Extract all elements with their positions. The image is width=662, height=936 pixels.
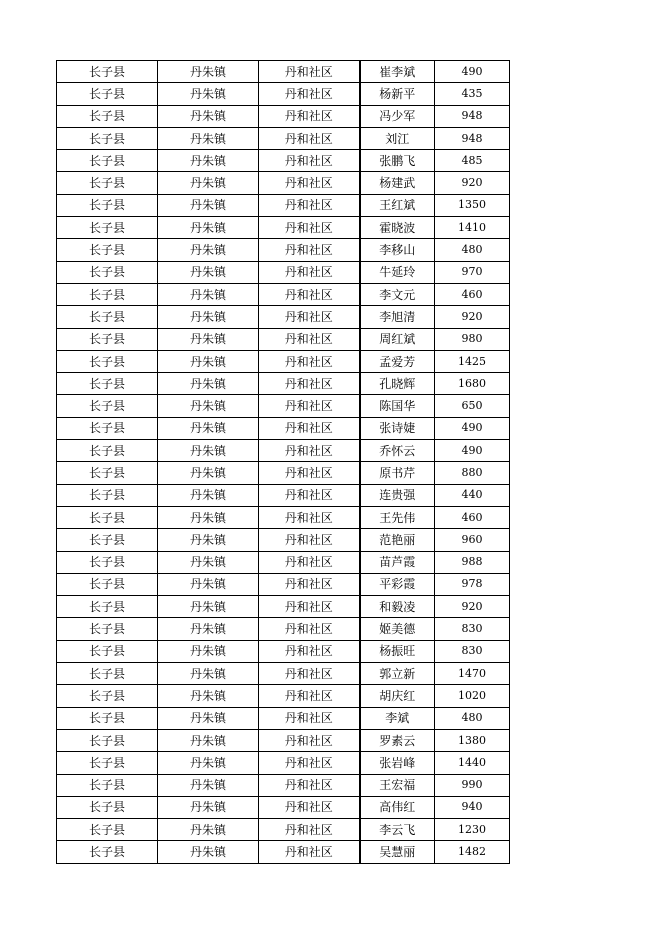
amount-cell: 830	[435, 640, 510, 662]
name-cell: 范艳丽	[360, 529, 435, 551]
town-cell: 丹朱镇	[158, 774, 259, 796]
amount-cell: 970	[435, 261, 510, 283]
community-cell: 丹和社区	[259, 194, 360, 216]
county-cell: 长子县	[57, 573, 158, 595]
community-cell: 丹和社区	[259, 796, 360, 818]
town-cell: 丹朱镇	[158, 440, 259, 462]
county-cell: 长子县	[57, 551, 158, 573]
name-cell: 周红斌	[360, 328, 435, 350]
county-cell: 长子县	[57, 127, 158, 149]
county-cell: 长子县	[57, 172, 158, 194]
county-cell: 长子县	[57, 663, 158, 685]
community-cell: 丹和社区	[259, 261, 360, 283]
name-cell: 乔怀云	[360, 440, 435, 462]
town-cell: 丹朱镇	[158, 506, 259, 528]
name-cell: 罗素云	[360, 729, 435, 751]
name-cell: 杨新平	[360, 83, 435, 105]
amount-cell: 1680	[435, 373, 510, 395]
county-cell: 长子县	[57, 462, 158, 484]
county-cell: 长子县	[57, 796, 158, 818]
amount-cell: 490	[435, 61, 510, 83]
name-cell: 原书芹	[360, 462, 435, 484]
community-cell: 丹和社区	[259, 596, 360, 618]
name-cell: 冯少军	[360, 105, 435, 127]
county-cell: 长子县	[57, 417, 158, 439]
community-cell: 丹和社区	[259, 150, 360, 172]
community-cell: 丹和社区	[259, 506, 360, 528]
name-cell: 郭立新	[360, 663, 435, 685]
county-cell: 长子县	[57, 707, 158, 729]
table-row	[57, 417, 510, 439]
table-row	[57, 729, 510, 751]
town-cell: 丹朱镇	[158, 350, 259, 372]
town-cell: 丹朱镇	[158, 395, 259, 417]
name-cell: 霍晓波	[360, 217, 435, 239]
community-cell: 丹和社区	[259, 707, 360, 729]
community-cell: 丹和社区	[259, 306, 360, 328]
amount-cell: 650	[435, 395, 510, 417]
table-row	[57, 506, 510, 528]
community-cell: 丹和社区	[259, 752, 360, 774]
town-cell: 丹朱镇	[158, 640, 259, 662]
name-cell: 孔晓辉	[360, 373, 435, 395]
town-cell: 丹朱镇	[158, 707, 259, 729]
county-cell: 长子县	[57, 105, 158, 127]
town-cell: 丹朱镇	[158, 328, 259, 350]
town-cell: 丹朱镇	[158, 462, 259, 484]
county-cell: 长子县	[57, 640, 158, 662]
community-cell: 丹和社区	[259, 105, 360, 127]
county-cell: 长子县	[57, 395, 158, 417]
community-cell: 丹和社区	[259, 350, 360, 372]
town-cell: 丹朱镇	[158, 127, 259, 149]
table-row	[57, 328, 510, 350]
community-cell: 丹和社区	[259, 819, 360, 841]
community-cell: 丹和社区	[259, 239, 360, 261]
town-cell: 丹朱镇	[158, 819, 259, 841]
table-row	[57, 105, 510, 127]
amount-cell: 1470	[435, 663, 510, 685]
community-cell: 丹和社区	[259, 328, 360, 350]
name-cell: 崔李斌	[360, 61, 435, 83]
name-cell: 王宏福	[360, 774, 435, 796]
amount-cell: 960	[435, 529, 510, 551]
name-cell: 李云飞	[360, 819, 435, 841]
table-row	[57, 373, 510, 395]
amount-cell: 480	[435, 239, 510, 261]
name-cell: 杨振旺	[360, 640, 435, 662]
table-body	[57, 61, 510, 864]
table-row	[57, 283, 510, 305]
table-row	[57, 83, 510, 105]
county-cell: 长子县	[57, 239, 158, 261]
town-cell: 丹朱镇	[158, 618, 259, 640]
town-cell: 丹朱镇	[158, 172, 259, 194]
amount-cell: 490	[435, 440, 510, 462]
name-cell: 张鹏飞	[360, 150, 435, 172]
name-cell: 陈国华	[360, 395, 435, 417]
name-cell: 李移山	[360, 239, 435, 261]
amount-cell: 920	[435, 172, 510, 194]
name-cell: 李文元	[360, 283, 435, 305]
town-cell: 丹朱镇	[158, 551, 259, 573]
town-cell: 丹朱镇	[158, 373, 259, 395]
community-cell: 丹和社区	[259, 217, 360, 239]
community-cell: 丹和社区	[259, 841, 360, 863]
county-cell: 长子县	[57, 685, 158, 707]
table-row	[57, 752, 510, 774]
table-row	[57, 841, 510, 863]
amount-cell: 1440	[435, 752, 510, 774]
town-cell: 丹朱镇	[158, 283, 259, 305]
amount-cell: 920	[435, 596, 510, 618]
town-cell: 丹朱镇	[158, 841, 259, 863]
county-cell: 长子县	[57, 484, 158, 506]
community-cell: 丹和社区	[259, 573, 360, 595]
county-cell: 长子县	[57, 752, 158, 774]
name-cell: 连贵强	[360, 484, 435, 506]
name-cell: 和毅凌	[360, 596, 435, 618]
name-cell: 李旭清	[360, 306, 435, 328]
amount-cell: 460	[435, 506, 510, 528]
community-cell: 丹和社区	[259, 640, 360, 662]
amount-cell: 990	[435, 774, 510, 796]
amount-cell: 440	[435, 484, 510, 506]
community-cell: 丹和社区	[259, 127, 360, 149]
amount-cell: 988	[435, 551, 510, 573]
table-row	[57, 440, 510, 462]
town-cell: 丹朱镇	[158, 752, 259, 774]
town-cell: 丹朱镇	[158, 573, 259, 595]
town-cell: 丹朱镇	[158, 217, 259, 239]
county-cell: 长子县	[57, 350, 158, 372]
table-row	[57, 596, 510, 618]
county-cell: 长子县	[57, 596, 158, 618]
community-cell: 丹和社区	[259, 663, 360, 685]
amount-cell: 920	[435, 306, 510, 328]
county-cell: 长子县	[57, 306, 158, 328]
town-cell: 丹朱镇	[158, 105, 259, 127]
amount-cell: 1230	[435, 819, 510, 841]
name-cell: 平彩霞	[360, 573, 435, 595]
community-cell: 丹和社区	[259, 83, 360, 105]
community-cell: 丹和社区	[259, 618, 360, 640]
amount-cell: 480	[435, 707, 510, 729]
amount-cell: 1410	[435, 217, 510, 239]
table-row	[57, 172, 510, 194]
table-row	[57, 707, 510, 729]
community-cell: 丹和社区	[259, 774, 360, 796]
community-cell: 丹和社区	[259, 529, 360, 551]
table-row	[57, 640, 510, 662]
table-row	[57, 350, 510, 372]
town-cell: 丹朱镇	[158, 150, 259, 172]
county-cell: 长子县	[57, 841, 158, 863]
amount-cell: 1350	[435, 194, 510, 216]
town-cell: 丹朱镇	[158, 417, 259, 439]
name-cell: 牛延玲	[360, 261, 435, 283]
name-cell: 胡庆红	[360, 685, 435, 707]
town-cell: 丹朱镇	[158, 61, 259, 83]
community-cell: 丹和社区	[259, 61, 360, 83]
table-row	[57, 61, 510, 83]
name-cell: 杨建武	[360, 172, 435, 194]
amount-cell: 485	[435, 150, 510, 172]
amount-cell: 830	[435, 618, 510, 640]
name-cell: 王先伟	[360, 506, 435, 528]
amount-cell: 948	[435, 105, 510, 127]
amount-cell: 460	[435, 283, 510, 305]
table-row	[57, 150, 510, 172]
town-cell: 丹朱镇	[158, 796, 259, 818]
county-cell: 长子县	[57, 819, 158, 841]
community-cell: 丹和社区	[259, 172, 360, 194]
town-cell: 丹朱镇	[158, 83, 259, 105]
name-cell: 刘江	[360, 127, 435, 149]
amount-cell: 1482	[435, 841, 510, 863]
table-row	[57, 194, 510, 216]
name-cell: 李斌	[360, 707, 435, 729]
table-row	[57, 796, 510, 818]
town-cell: 丹朱镇	[158, 306, 259, 328]
table-row	[57, 462, 510, 484]
amount-cell: 1425	[435, 350, 510, 372]
table-row	[57, 551, 510, 573]
amount-cell: 490	[435, 417, 510, 439]
name-cell: 姬美德	[360, 618, 435, 640]
community-cell: 丹和社区	[259, 440, 360, 462]
town-cell: 丹朱镇	[158, 596, 259, 618]
table-row	[57, 261, 510, 283]
amount-cell: 880	[435, 462, 510, 484]
community-cell: 丹和社区	[259, 685, 360, 707]
community-cell: 丹和社区	[259, 462, 360, 484]
data-table	[56, 60, 510, 864]
county-cell: 长子县	[57, 618, 158, 640]
table-row	[57, 127, 510, 149]
town-cell: 丹朱镇	[158, 261, 259, 283]
table-row	[57, 663, 510, 685]
table-row	[57, 774, 510, 796]
amount-cell: 1380	[435, 729, 510, 751]
table-row	[57, 395, 510, 417]
county-cell: 长子县	[57, 194, 158, 216]
table-row	[57, 685, 510, 707]
county-cell: 长子县	[57, 261, 158, 283]
county-cell: 长子县	[57, 61, 158, 83]
county-cell: 长子县	[57, 373, 158, 395]
table-row	[57, 306, 510, 328]
community-cell: 丹和社区	[259, 729, 360, 751]
town-cell: 丹朱镇	[158, 194, 259, 216]
town-cell: 丹朱镇	[158, 239, 259, 261]
table-row	[57, 529, 510, 551]
name-cell: 张诗婕	[360, 417, 435, 439]
amount-cell: 980	[435, 328, 510, 350]
county-cell: 长子县	[57, 328, 158, 350]
town-cell: 丹朱镇	[158, 663, 259, 685]
county-cell: 长子县	[57, 83, 158, 105]
county-cell: 长子县	[57, 774, 158, 796]
amount-cell: 1020	[435, 685, 510, 707]
table-row	[57, 217, 510, 239]
county-cell: 长子县	[57, 529, 158, 551]
name-cell: 吴慧丽	[360, 841, 435, 863]
name-cell: 孟爱芳	[360, 350, 435, 372]
county-cell: 长子县	[57, 150, 158, 172]
name-cell: 高伟红	[360, 796, 435, 818]
table-row	[57, 819, 510, 841]
amount-cell: 940	[435, 796, 510, 818]
table-row	[57, 484, 510, 506]
amount-cell: 435	[435, 83, 510, 105]
amount-cell: 948	[435, 127, 510, 149]
town-cell: 丹朱镇	[158, 729, 259, 751]
community-cell: 丹和社区	[259, 551, 360, 573]
county-cell: 长子县	[57, 729, 158, 751]
table-row	[57, 618, 510, 640]
county-cell: 长子县	[57, 217, 158, 239]
name-cell: 苗芦霞	[360, 551, 435, 573]
community-cell: 丹和社区	[259, 395, 360, 417]
town-cell: 丹朱镇	[158, 685, 259, 707]
name-cell: 王红斌	[360, 194, 435, 216]
county-cell: 长子县	[57, 440, 158, 462]
name-cell: 张岩峰	[360, 752, 435, 774]
table-row	[57, 573, 510, 595]
amount-cell: 978	[435, 573, 510, 595]
community-cell: 丹和社区	[259, 283, 360, 305]
town-cell: 丹朱镇	[158, 484, 259, 506]
community-cell: 丹和社区	[259, 373, 360, 395]
table-row	[57, 239, 510, 261]
community-cell: 丹和社区	[259, 417, 360, 439]
community-cell: 丹和社区	[259, 484, 360, 506]
county-cell: 长子县	[57, 506, 158, 528]
county-cell: 长子县	[57, 283, 158, 305]
town-cell: 丹朱镇	[158, 529, 259, 551]
